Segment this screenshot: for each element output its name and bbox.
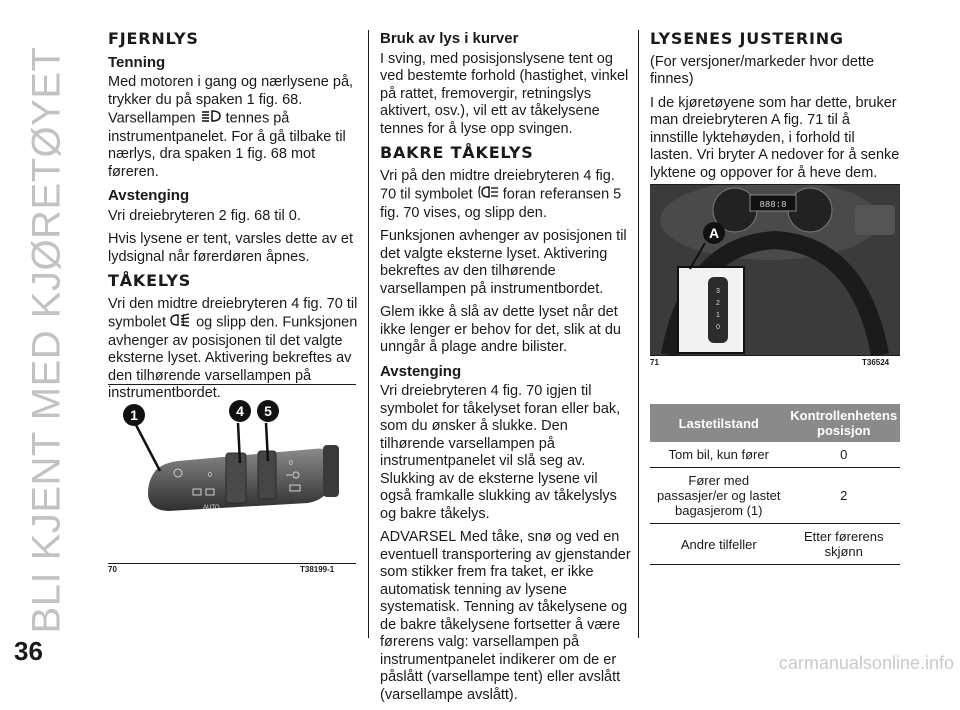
svg-text:A: A — [708, 225, 720, 241]
light-stalk-illustration — [108, 385, 356, 563]
paragraph-rear-fog: Vri på den midtre dreiebryteren 4 fig. 70 til symbolet foran referansen 5 fig. 70 vises, og slipp den. — [380, 167, 622, 221]
figure-70-number: 70 — [108, 565, 117, 574]
subheading-cornering-lights: Bruk av lys i kurver — [380, 30, 519, 47]
table-header-position: Kontrollenhetens posisjon — [788, 404, 901, 442]
front-fog-light-icon — [170, 313, 192, 333]
high-beam-icon — [200, 109, 222, 129]
table-cell: Andre tilfeller — [650, 524, 788, 565]
figure-70-code: T38199-1 — [300, 565, 335, 574]
table-cell: 2 — [788, 468, 901, 524]
paragraph-cornering: I sving, med posisjonslysene tent og ved bestemte forhold (hastighet, vinkel på rattet, fremovergir, retningslys aktivert, osv.), vil ett av tåkelysene tennes for å lyse opp svingen. — [380, 50, 629, 137]
svg-text:4: 4 — [236, 403, 244, 419]
svg-text:0: 0 — [208, 472, 212, 479]
svg-text:1: 1 — [130, 407, 138, 423]
table-cell: Tom bil, kun fører — [650, 442, 788, 468]
table-cell: 0 — [788, 442, 901, 468]
svg-text:3: 3 — [716, 288, 720, 295]
rear-fog-light-icon — [477, 185, 499, 205]
svg-text:1: 1 — [716, 312, 720, 319]
heading-fog-lights: TÅKELYS — [108, 271, 192, 290]
paragraph-warning: ADVARSEL Med tåke, snø og ved en eventuell transportering av gjenstander som stikker frem fra taket, er ikke automatisk tenning av lysene systematisk. Tenning av tåkelysene og de bakre tåkelysene fortsetter å være førerens valg: varsellampen på instrumentpanelet indikerer om de er påslått (varsellampe tent) eller avslått (varsellampe avslått). — [380, 529, 631, 703]
sidebar — [0, 0, 95, 678]
column-divider-1 — [368, 30, 369, 638]
table-header-row — [650, 404, 900, 442]
paragraph-fog-lights: Vri den midtre dreiebryteren 4 fig. 70 til symbolet og slipp den. Funksjonen avhenger av posisjonen til det valgte eksterne lyset. Aktivering bekreftes av den tilhørende varsellampen på instrumentbordet. — [108, 295, 358, 401]
table-row — [650, 442, 900, 468]
svg-text:5: 5 — [264, 403, 272, 419]
table-header-load: Lastetilstand — [650, 404, 788, 442]
column-2 — [380, 30, 632, 710]
paragraph-rear-fog-dependency: Funksjonen avhenger av posisjonen til det valgte eksterne lyset. Aktivering bekreftes av den tilhørende varsellampen på instrumentbordet. — [380, 228, 627, 297]
heading-headlight-adjustment: LYSENES JUSTERING — [650, 29, 844, 48]
heading-rear-fog-lights: BAKRE TÅKELYS — [380, 143, 534, 162]
section-title-vertical: BLI KJENT MED KJØRETØYET — [24, 46, 69, 634]
subheading-switch-off: Avstenging — [108, 187, 190, 204]
dashboard-illustration — [650, 185, 900, 355]
figure-71 — [650, 184, 900, 356]
svg-text:2: 2 — [716, 300, 720, 307]
column-3 — [650, 30, 900, 188]
paragraph-warning-sound: Hvis lysene er tent, varsles dette av et lydsignal når førerdøren åpnes. — [108, 231, 353, 265]
paragraph-headlight-adjust: I de kjøretøyene som har dette, bruker man dreiebryteren A fig. 71 til å innstille lyktehøyden, i forhold til lasten. Vri bryter A nedover for å senke lyktene og oppover for å heve dem. — [650, 94, 900, 181]
paragraph-high-beam: Med motoren i gang og nærlysene på, trykker du på spaken 1 fig. 68. Varsellampen tennes på instrumentpanelet. For å gå tilbake til nærlys, dra spaken 1 fig. 68 mot føreren. — [108, 74, 354, 180]
column-1 — [108, 30, 358, 409]
paragraph-rear-fog-reminder: Glem ikke å slå av dette lyset når det ikke lenger er behov for det, slik at du unngår å plage andre bilister. — [380, 304, 621, 355]
paragraph-fog-switch-off: Vri dreiebryteren 4 fig. 70 igjen til symbolet for tåkelyset foran eller bak, som du ønsker å slukke. Den tilhørende varsellampen på instrumentpanelet vil slå seg av. Slukking av de eksterne lysene vil også framkalle slukking av tåkelyslys og bakre tåkelys. — [380, 383, 621, 522]
paragraph-switch-off: Vri dreiebryteren 2 fig. 68 til 0. — [108, 207, 301, 224]
column-divider-2 — [638, 30, 639, 638]
table-cell: Etter førerens skjønn — [788, 524, 901, 565]
subheading-switch-on: Tenning — [108, 53, 166, 71]
figure-71-number: 71 — [650, 358, 659, 367]
subheading-fog-switch-off: Avstenging — [380, 362, 462, 380]
svg-text:0: 0 — [716, 324, 720, 331]
table-row — [650, 468, 900, 524]
figure-71-code: T36524 — [862, 358, 890, 367]
paragraph-availability: (For versjoner/markeder hvor dette finnes) — [650, 53, 875, 87]
load-table — [650, 404, 900, 565]
page-number: 36 — [14, 636, 43, 666]
figure-70 — [108, 384, 356, 564]
watermark: carmanualsonline.info — [778, 653, 954, 673]
table-cell: Fører med passasjer/er og lastet bagasjerom (1) — [650, 468, 788, 524]
table-row — [650, 524, 900, 565]
svg-text:888:8: 888:8 — [759, 200, 787, 210]
svg-text:0: 0 — [289, 460, 293, 467]
heading-high-beam: FJERNLYS — [108, 29, 199, 48]
svg-text:AUTO: AUTO — [203, 505, 220, 511]
